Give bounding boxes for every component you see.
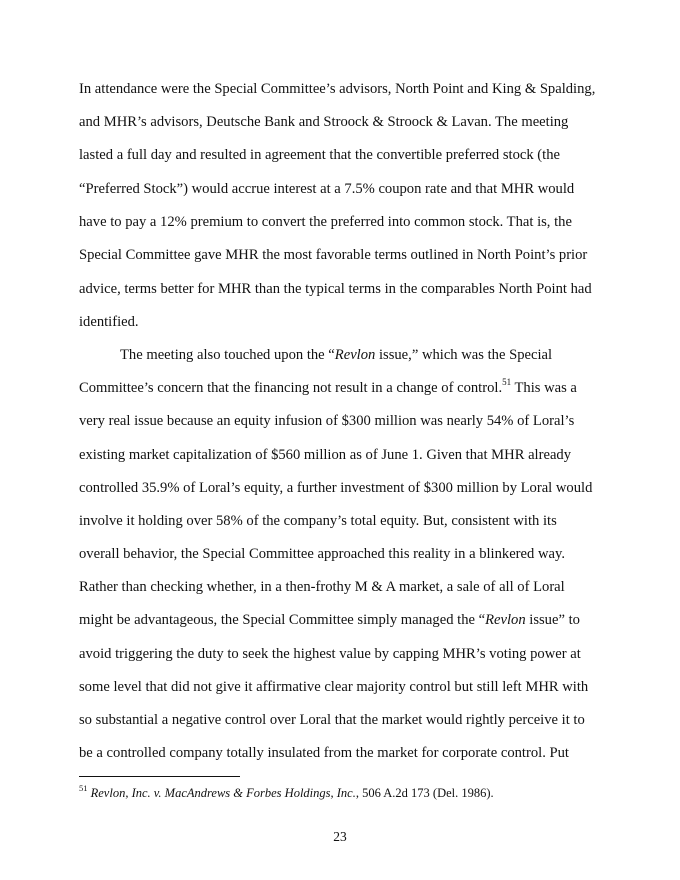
body-line bbox=[79, 611, 580, 629]
page-number: 23 bbox=[333, 829, 347, 844]
body-line: In attendance were the Special Committee’s advisors, North Point and King & Spalding, bbox=[79, 81, 596, 97]
body-line: avoid triggering the duty to seek the highest value by capping MHR’s voting power at bbox=[79, 646, 581, 662]
footnote-reference[interactable]: 51 bbox=[502, 377, 512, 388]
body-text: The meeting also touched upon the “ bbox=[120, 347, 335, 363]
body-text: might be advantageous, the Special Committee simply managed the “ bbox=[79, 612, 486, 628]
footnote-number: 51 bbox=[79, 782, 88, 793]
case-name-italic: Revlon bbox=[485, 612, 526, 628]
footnote bbox=[79, 782, 494, 801]
body-line: advice, terms better for MHR than the typical terms in the comparables North Point had bbox=[79, 281, 592, 297]
body-line: “Preferred Stock”) would accrue interest at a 7.5% coupon rate and that MHR would bbox=[79, 181, 575, 197]
body-line: Rather than checking whether, in a then-frothy M & A market, a sale of all of Loral bbox=[79, 579, 565, 595]
footnote-citation: , 506 A.2d 173 (Del. 1986). bbox=[355, 786, 494, 800]
body-line: controlled 35.9% of Loral’s equity, a further investment of $300 million by Loral would bbox=[79, 480, 593, 496]
body-line: some level that did not give it affirmative clear majority control but still left MHR with bbox=[79, 679, 589, 695]
body-line: existing market capitalization of $560 million as of June 1. Given that MHR already bbox=[79, 447, 572, 463]
body-text: issue,” which was the Special bbox=[375, 347, 553, 363]
body-line: be a controlled company totally insulated from the market for corporate control. Put bbox=[79, 745, 569, 761]
body-line bbox=[120, 346, 552, 364]
body-line: so substantial a negative control over Loral that the market would rightly perceive it to bbox=[79, 712, 585, 728]
body-line: involve it holding over 58% of the company’s total equity. But, consistent with its bbox=[79, 513, 557, 529]
body-line: Special Committee gave MHR the most favorable terms outlined in North Point’s prior bbox=[79, 247, 588, 263]
footnote-separator bbox=[79, 776, 240, 777]
body-text: issue” to bbox=[525, 612, 580, 628]
case-name-italic: Revlon bbox=[334, 347, 376, 363]
footnote-case-name: Revlon, Inc. v. MacAndrews & Forbes Holdings, Inc. bbox=[90, 786, 356, 800]
body-line: identified. bbox=[79, 314, 139, 330]
body-text: Committee’s concern that the financing not result in a change of control. bbox=[79, 380, 503, 396]
body-line: overall behavior, the Special Committee approached this reality in a blinkered way. bbox=[79, 546, 565, 562]
body-text: This was a bbox=[511, 380, 577, 396]
body-line bbox=[79, 379, 577, 397]
body-line: lasted a full day and resulted in agreement that the convertible preferred stock (the bbox=[79, 147, 560, 163]
body-line: have to pay a 12% premium to convert the preferred into common stock. That is, the bbox=[79, 214, 572, 230]
body-line: very real issue because an equity infusion of $300 million was nearly 54% of Loral’s bbox=[79, 413, 575, 429]
body-line: and MHR’s advisors, Deutsche Bank and Stroock & Stroock & Lavan. The meeting bbox=[79, 114, 569, 130]
